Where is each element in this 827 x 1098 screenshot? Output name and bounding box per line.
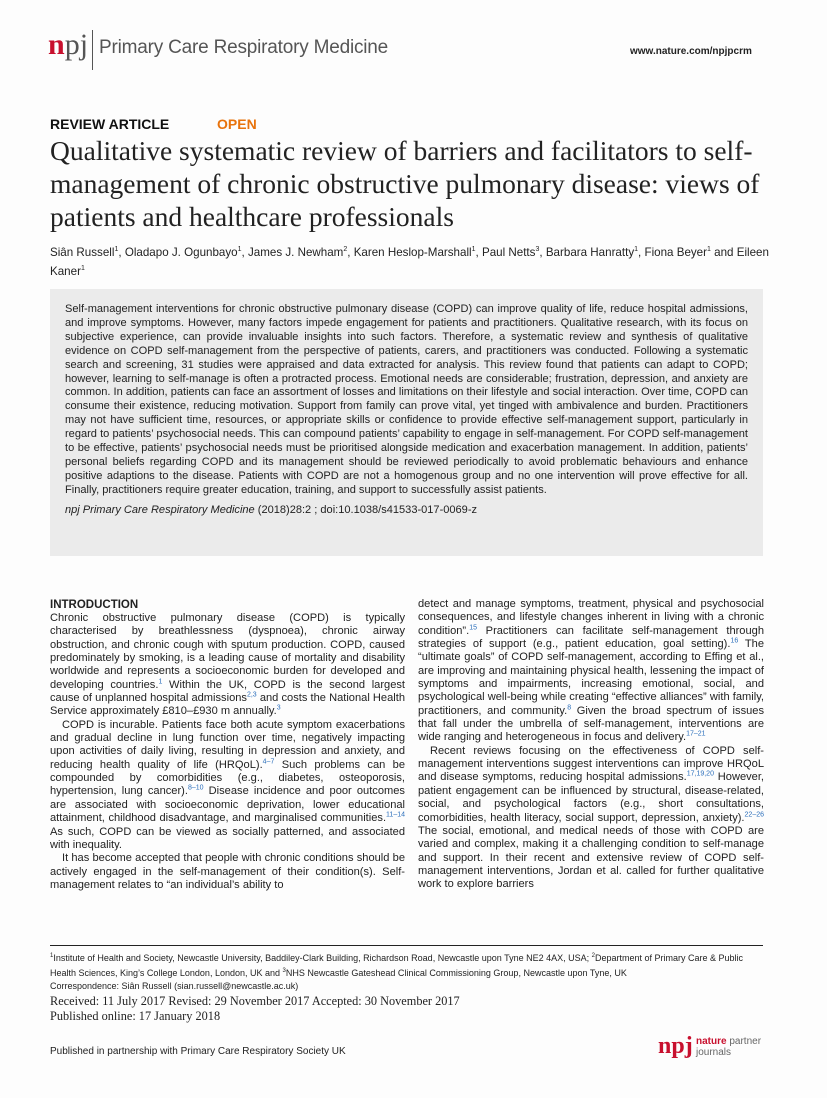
correspondence: Correspondence: Siân Russell (sian.russell@newcastle.ac.uk) bbox=[50, 981, 299, 991]
aff-sup: 2 bbox=[591, 953, 595, 959]
reference-citation[interactable]: 16 bbox=[730, 637, 739, 645]
reference-citation[interactable]: 2,3 bbox=[246, 691, 257, 699]
aff-sup: 3 bbox=[282, 968, 286, 974]
author-name[interactable]: Karen Heslop-Marshall bbox=[353, 245, 472, 259]
reference-citation[interactable]: 15 bbox=[469, 624, 477, 631]
article-dates bbox=[50, 994, 460, 1024]
journal-name: Primary Care Respiratory Medicine bbox=[99, 37, 389, 58]
body-text: Practitioners can facilitate self-management through strategies of support (e.g., patient education, goal setting). bbox=[418, 624, 764, 651]
author-name[interactable]: Siân Russell bbox=[50, 245, 115, 259]
author-name[interactable]: Paul Netts bbox=[481, 245, 536, 259]
abstract-text: Self-management interventions for chronic obstructive pulmonary disease (COPD) can improve quality of life, reduce hospital admissions, and improve symptoms. However, many factors impede engagement for patients and practitioners. Qualitative research, with its focus on subjective experience, can provide invaluable insights into such factors. Therefore, a systematic review and synthesis of qualitative evidence on COPD self-management from the perspective of patients, carers, and practitioners was conducted. Following a systematic search and screening, 31 studies were appraised and data extracted for analysis. This review found that patients can adapt to COPD; however, learning to self-manage is often a protracted process. Emotional needs are considerable; frustration, depression, and anxiety are common. In addition, patients can face an assortment of losses and limitations on their lifestyle and social interaction. Over time, COPD can consume their existence, reducing motivation. Support from family can prove vital, yet tinged with ambivalence and burden. Practitioners may not have sufficient time, resources, or appropriate skills or confidence to provide effective self-management support, particularly in regard to patients’ psychosocial needs. This can compound patients’ capability to engage in self-management. For COPD self-management to be effective, patients’ psychosocial needs must be prioritised alongside medication and exacerbation management. In addition, patients’ personal beliefs regarding COPD and its management should be reviewed periodically to avoid problematic behaviours and enhance positive adaptions to the disease. Patients with COPD are not a homogenous group and no one intervention will prove effective for all. Finally, practitioners require greater education, training, and support to successfully assist patients. bbox=[65, 303, 748, 496]
section-heading-introduction: INTRODUCTION bbox=[50, 599, 139, 611]
body-text: Given the broad spectrum of issues that fall under the umbrella of self-management, interventions are wide ranging and heterogeneous in focus and delivery. bbox=[418, 704, 764, 744]
nature-partner-journals-text bbox=[696, 1036, 761, 1058]
body-text: Such problems can be compounded by comorbidities (e.g., diabetes, osteoporosis, hypertension, lung cancer). bbox=[50, 758, 406, 798]
reference-citation[interactable]: 8 bbox=[567, 704, 572, 712]
body-text: Recent reviews focusing on the effectiveness of COPD self-management interventions suggest interventions can improve HRQoL and disease symptoms, reducing hospital admissions. bbox=[418, 744, 764, 784]
author-name[interactable]: Eileen Kaner bbox=[50, 245, 769, 278]
body-text: The social, emotional, and medical needs of those with COPD are varied and complex, making it a challenging condition to self-manage and support. In their recent and extensive review of COPD self-management interventions, Jordan et al. called for further qualitative work to explore barriers bbox=[418, 824, 764, 891]
reference-citation[interactable]: 22–26 bbox=[744, 810, 764, 818]
npj-logo: npj bbox=[48, 28, 89, 61]
author-affiliation-sup: 3 bbox=[535, 246, 540, 253]
body-text: As such, COPD can be viewed as socially patterned, and associated with inequality. bbox=[50, 825, 405, 851]
right-column bbox=[418, 598, 764, 892]
citation-journal: npj Primary Care Respiratory Medicine bbox=[65, 503, 255, 516]
body-text: Within the UK, COPD is the second largest cause of unplanned hospital admissions bbox=[50, 678, 406, 705]
citation-line bbox=[65, 504, 748, 518]
body-text: It has become accepted that people with chronic conditions should be actively engaged in the self-management of their condition(s). Self-management relates to “an individual’s ability to bbox=[50, 852, 405, 891]
journal-url-link[interactable]: www.nature.com/npjpcrm bbox=[630, 46, 752, 57]
body-paragraph bbox=[50, 719, 405, 852]
logo-divider bbox=[92, 30, 93, 70]
affiliations-footnote bbox=[50, 950, 763, 993]
logo-partner: partner bbox=[729, 1036, 762, 1047]
authors-and: and bbox=[714, 245, 734, 259]
author-affiliation-sup: 1 bbox=[80, 264, 85, 272]
body-text: The “ultimate goals” of COPD self-management, according to Effing et al., are improving and maintaining physical health, lessening the impact of symptoms and impairments, increasing emotional, social, and psychological well-being while creating “effective alliances” with family, practitioners, and community. bbox=[418, 638, 764, 717]
published-online: Published online: 17 January 2018 bbox=[50, 1009, 221, 1023]
footnote-divider bbox=[50, 945, 763, 946]
open-access-badge: OPEN bbox=[217, 116, 257, 132]
author-affiliation-sup: 2 bbox=[343, 246, 348, 253]
author-name[interactable]: Oladapo J. Ogunbayo bbox=[124, 245, 238, 259]
author-list: Siân Russell$^1$, Oladapo J. Ogunbayo$^1$, James J. Newham$^2$, Karen Heslop-Marshall$^1$, Paul Netts$^3$, Barbara Hanratty$^1$, Fiona Beyer$^1$ and Eileen Kaner$^1$ bbox=[50, 245, 769, 278]
reference-citation[interactable]: 17,19,20 bbox=[686, 770, 714, 778]
body-text: COPD is incurable. Patients face both acute symptom exacerbations and gradual decline in lung function over time, negatively impacting upon activities of daily living, resulting in depression and anxiety, and reducing health quality of life (HRQoL). bbox=[50, 718, 405, 771]
article-title: Qualitative systematic review of barriers and facilitators to self-management of chronic obstructive pulmonary disease: views of patients and healthcare professionals bbox=[50, 135, 760, 232]
body-text: However, patient engagement can be influenced by structural, disease-related, social, and psychological factors (e.g., short consultations, comorbidities, health literacy, social support, depression, anxiety). bbox=[418, 771, 765, 824]
body-text: Disease incidence and poor outcomes are associated with socioeconomic deprivation, lower educational attainment, childhood disadvantage, and marginalised communities. bbox=[50, 785, 405, 825]
body-paragraph bbox=[50, 852, 405, 892]
left-column bbox=[50, 598, 405, 892]
aff-sup: 1 bbox=[50, 953, 54, 959]
reference-citation[interactable]: 3 bbox=[276, 704, 281, 712]
reference-citation[interactable]: 8–10 bbox=[187, 784, 204, 792]
reference-citation[interactable]: 17–21 bbox=[686, 730, 706, 738]
author-affiliation-sup: 1 bbox=[634, 246, 639, 253]
received-revised-accepted: Received: 11 July 2017 Revised: 29 November 2017 Accepted: 30 November 2017 bbox=[50, 994, 460, 1008]
body-paragraph bbox=[50, 612, 405, 719]
partnership-note: Published in partnership with Primary Care Respiratory Society UK bbox=[50, 1046, 346, 1057]
body-text: Chronic obstructive pulmonary disease (COPD) is typically characterised by breathlessness (dyspnoea), chronic airway obstruction, and chronic cough with sputum production. COPD, caused predominately by smoking, is a leading cause of mortality and disability worldwide and represents a socioeconomic burden for developed and developing countries. bbox=[50, 612, 405, 691]
body-paragraph bbox=[418, 598, 764, 745]
logo-journals: journals bbox=[696, 1047, 732, 1058]
author-affiliation-sup: 1 bbox=[707, 246, 711, 253]
author-affiliation-sup: 1 bbox=[114, 246, 119, 253]
body-text: and costs the National Health Service approximately £810–£930 m annually. bbox=[50, 692, 405, 718]
body-paragraph bbox=[418, 745, 764, 892]
npj-partner-logo: npj bbox=[658, 1033, 693, 1059]
author-name[interactable]: Fiona Beyer bbox=[644, 245, 707, 259]
abstract-box bbox=[50, 289, 763, 556]
author-affiliation-sup: 1 bbox=[237, 246, 242, 253]
reference-citation[interactable]: 1 bbox=[158, 678, 163, 686]
affiliation-2: Department of Primary Care & Public Health Sciences, King’s College London, London, UK and bbox=[50, 953, 744, 978]
author-name[interactable]: Barbara Hanratty bbox=[545, 245, 635, 259]
reference-citation[interactable]: 11–14 bbox=[386, 811, 405, 819]
affiliation-3: NHS Newcastle Gateshead Clinical Commissioning Group, Newcastle upon Tyne, UK bbox=[285, 968, 627, 978]
citation-doi: (2018)28:2 ; doi:10.1038/s41533-017-0069-z bbox=[254, 503, 478, 516]
article-type: REVIEW ARTICLE bbox=[50, 116, 170, 132]
affiliation-1: Institute of Health and Society, Newcastle University, Baddiley-Clark Building, Richardson Road, Newcastle upon Tyne NE2 4AX, USA; bbox=[53, 953, 592, 963]
reference-citation[interactable]: 4–7 bbox=[262, 758, 275, 766]
author-name[interactable]: James J. Newham bbox=[247, 245, 344, 259]
logo-nature: nature bbox=[696, 1036, 727, 1047]
body-text: detect and manage symptoms, treatment, physical and psychosocial consequences, and lifestyle changes inherent in living with a chronic condition”. bbox=[418, 598, 764, 637]
author-affiliation-sup: 1 bbox=[471, 246, 476, 253]
